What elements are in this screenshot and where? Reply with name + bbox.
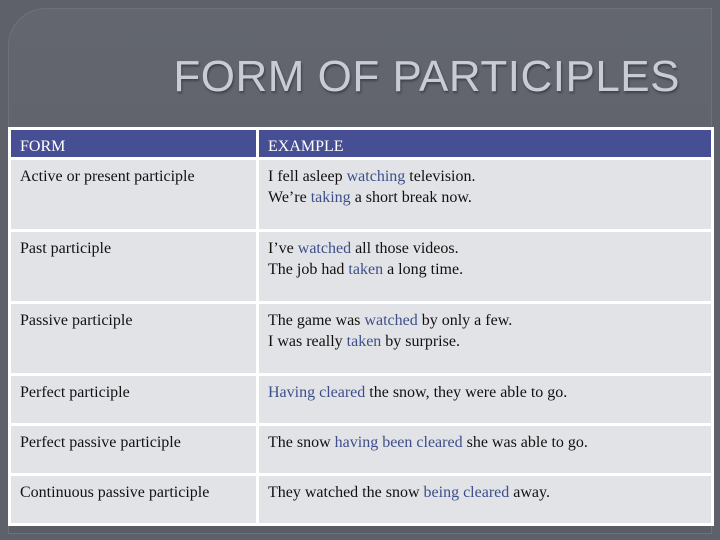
example-text: all those videos. [351, 240, 459, 257]
form-cell: Perfect passive participle [10, 425, 258, 475]
form-cell: Past participle [10, 231, 258, 303]
example-line [268, 259, 703, 280]
participles-table [8, 127, 714, 526]
table-row [10, 425, 713, 475]
highlighted-participle: taken [348, 261, 384, 278]
highlighted-participle: watched [364, 312, 418, 329]
example-cell [258, 231, 713, 303]
slide-title: FORM OF PARTICIPLES [173, 52, 680, 101]
example-text: a short break now. [350, 189, 472, 206]
example-text: The game was [268, 312, 365, 329]
example-cell [258, 375, 713, 425]
example-text: the snow, they were able to go. [365, 384, 568, 401]
example-cell [258, 303, 713, 375]
example-text: We’re [268, 189, 311, 206]
table-body [10, 159, 713, 525]
form-cell: Passive participle [10, 303, 258, 375]
table-row [10, 375, 713, 425]
example-text: by only a few. [417, 312, 513, 329]
example-line [268, 238, 703, 259]
highlighted-participle: watched [297, 240, 352, 257]
example-line [268, 482, 703, 503]
example-text: I fell asleep [268, 168, 347, 185]
example-line [268, 166, 703, 187]
example-cell [258, 425, 713, 475]
example-text: away. [509, 484, 550, 501]
example-text: she was able to go. [462, 434, 588, 451]
example-line [268, 331, 703, 352]
table-row [10, 475, 713, 525]
example-line [268, 382, 703, 403]
example-cell [258, 159, 713, 231]
highlighted-participle: having been cleared [334, 434, 463, 451]
table-row [10, 303, 713, 375]
example-text: by surprise. [381, 333, 460, 350]
table-row [10, 231, 713, 303]
example-text: The job had [268, 261, 349, 278]
highlighted-participle: Having cleared [268, 384, 366, 401]
header-example: EXAMPLE [258, 129, 713, 159]
example-cell [258, 475, 713, 525]
example-text: I’ve [268, 240, 298, 257]
example-line [268, 187, 703, 208]
highlighted-participle: watching [346, 168, 406, 185]
form-cell: Perfect participle [10, 375, 258, 425]
example-line [268, 432, 703, 453]
header-form: FORM [10, 129, 258, 159]
table-header-row [10, 129, 713, 159]
highlighted-participle: taken [346, 333, 382, 350]
form-cell: Continuous passive participle [10, 475, 258, 525]
example-line [268, 310, 703, 331]
example-text: They watched the snow [268, 484, 424, 501]
table-row [10, 159, 713, 231]
example-text: The snow [268, 434, 335, 451]
example-text: television. [405, 168, 476, 185]
highlighted-participle: being cleared [423, 484, 510, 501]
example-text: a long time. [383, 261, 464, 278]
example-text: I was really [268, 333, 347, 350]
highlighted-participle: taking [310, 189, 351, 206]
form-cell: Active or present participle [10, 159, 258, 231]
